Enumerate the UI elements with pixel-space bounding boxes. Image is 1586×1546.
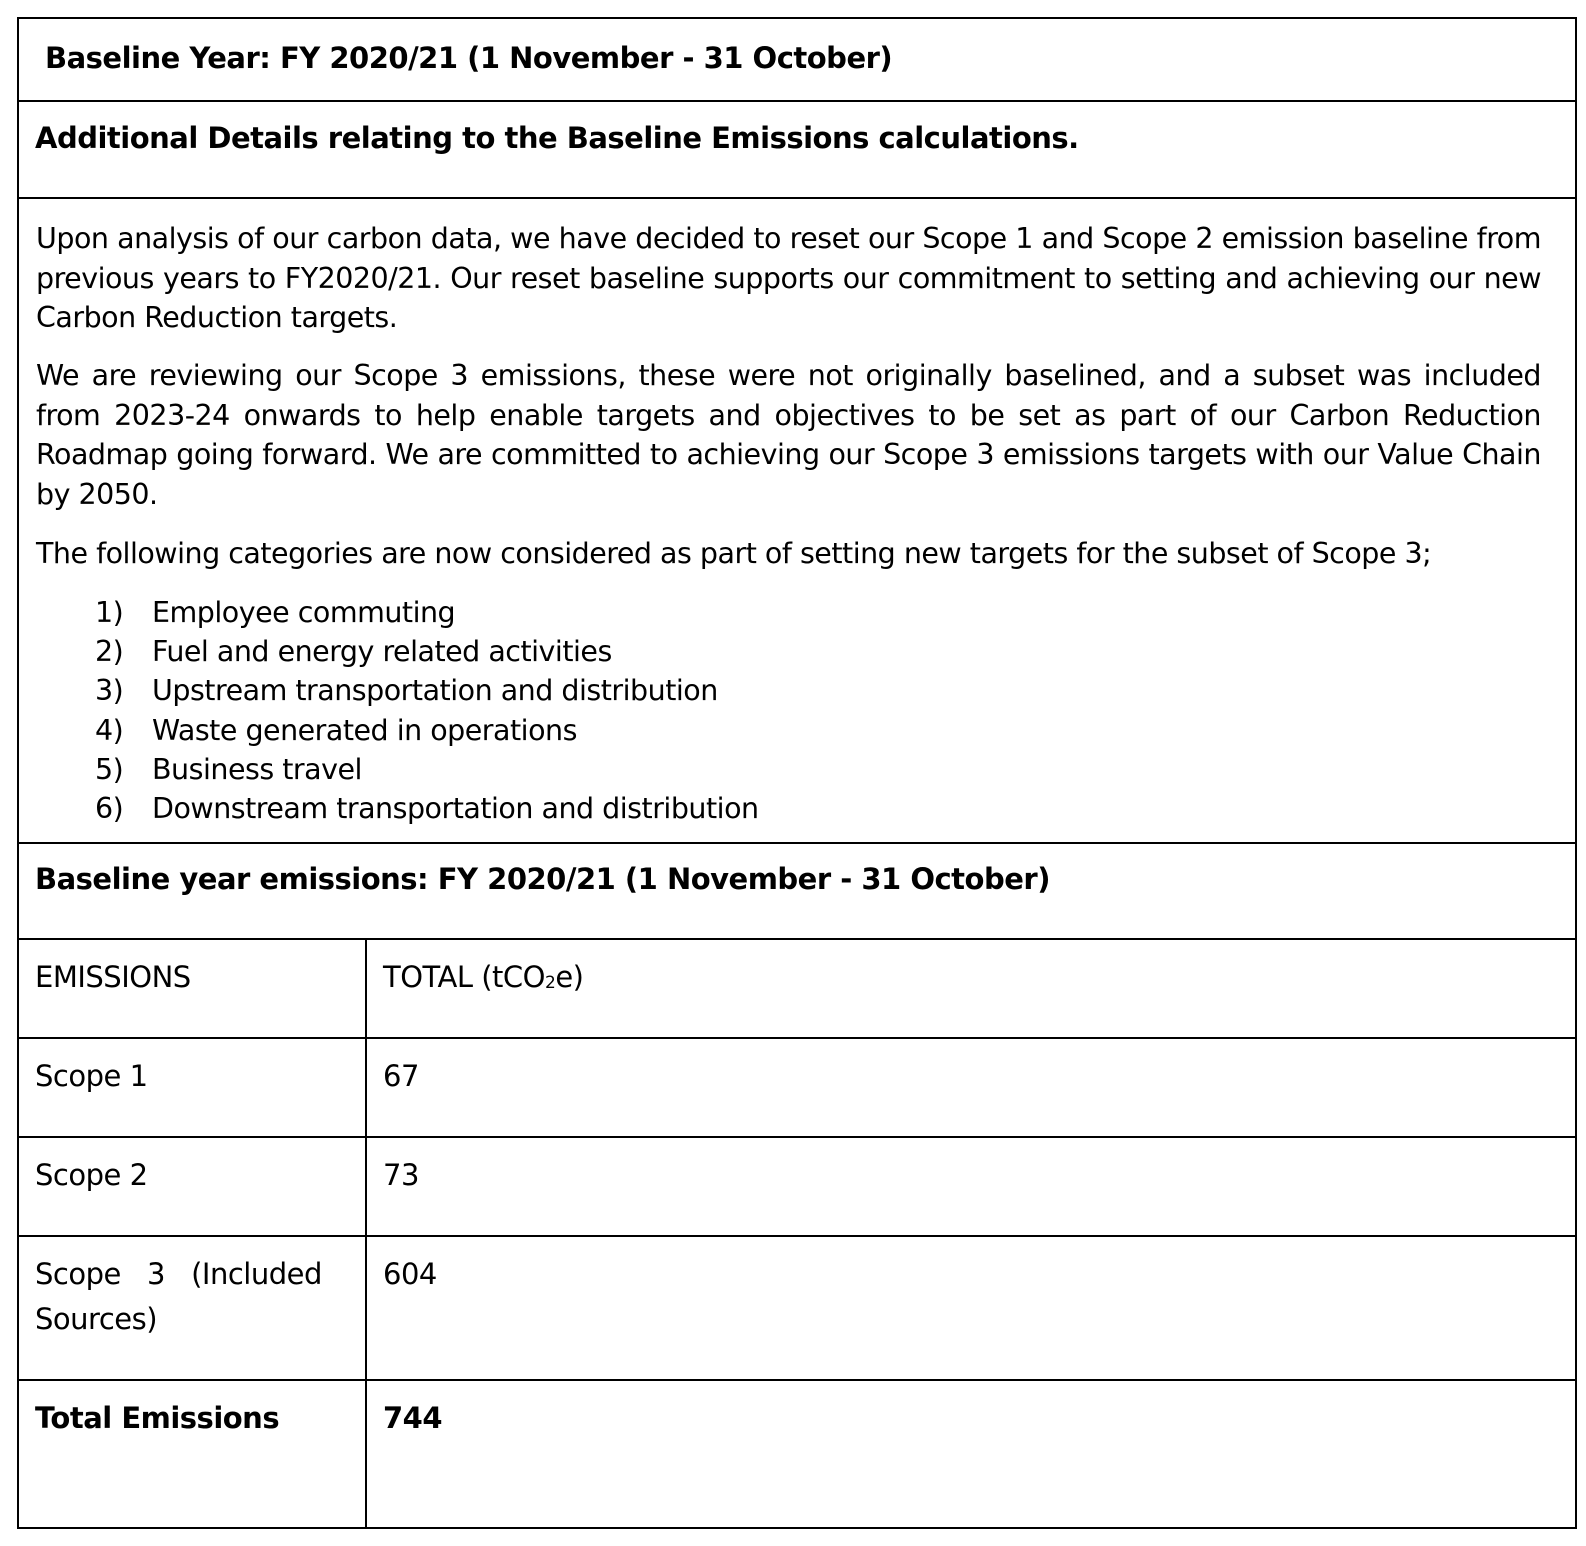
- list-number: 6): [95, 792, 124, 826]
- list-label: Fuel and energy related activities: [152, 635, 612, 669]
- baseline-year-heading: Baseline Year: FY 2020/21 (1 November - 31 October): [45, 41, 893, 75]
- divider: [19, 100, 1575, 102]
- paragraph-scope3-review: We are reviewing our Scope 3 emissions, these were not originally baselined, and a subset was included from 2023-24 onwards to help enable targets and objectives to be set as part of our Carbon Reduction Roadmap going forward. We are committed to achieving our Scope 3 emissions targets with our Value Chain by 2050.: [36, 359, 1541, 511]
- total-emissions-label: Total Emissions: [35, 1401, 280, 1435]
- list-item: [89, 789, 759, 828]
- list-label: Waste generated in operations: [152, 713, 577, 747]
- divider: [19, 197, 1575, 199]
- list-item: [89, 671, 759, 710]
- column-divider: [365, 938, 367, 1527]
- list-label: Business travel: [152, 752, 362, 786]
- table-row-label: Scope 2: [35, 1158, 148, 1192]
- list-label: Employee commuting: [152, 596, 456, 629]
- divider: [19, 1136, 1575, 1138]
- column-header-total: TOTAL (tCO$_2$e): [383, 960, 584, 994]
- table-row-label-continued: Sources): [35, 1302, 158, 1336]
- divider: [19, 938, 1575, 940]
- emissions-table-title: Baseline year emissions: FY 2020/21 (1 November - 31 October): [35, 862, 1050, 896]
- divider: [19, 842, 1575, 844]
- column-header-emissions: EMISSIONS: [35, 960, 191, 994]
- divider: [19, 1379, 1575, 1381]
- list-number: 2): [95, 635, 124, 669]
- paragraph-categories-intro: The following categories are now considered as part of setting new targets for the subset of Scope 3;: [36, 537, 1432, 570]
- table-row-value: 67: [383, 1059, 419, 1093]
- list-number: 5): [95, 752, 124, 786]
- list-number: 3): [95, 674, 124, 708]
- divider: [19, 1235, 1575, 1237]
- list-number: 1): [95, 596, 124, 629]
- additional-details-heading: Additional Details relating to the Baseline Emissions calculations.: [35, 121, 1079, 155]
- list-item: [89, 632, 759, 671]
- list-number: 4): [95, 713, 124, 747]
- list-item: [89, 750, 759, 789]
- list-item: [89, 711, 759, 750]
- table-row-label: Scope 3 (Included: [35, 1257, 322, 1291]
- document-table: [17, 17, 1577, 1529]
- list-label: Downstream transportation and distribution: [152, 792, 759, 826]
- list-label: Upstream transportation and distribution: [152, 674, 718, 708]
- paragraph-baseline-reset: Upon analysis of our carbon data, we have decided to reset our Scope 1 and Scope 2 emission baseline from previous years to FY2020/21. Our reset baseline supports our commitment to setting and achieving our new Carbon Reduction targets.: [36, 222, 1541, 334]
- total-emissions-value: 744: [383, 1401, 443, 1435]
- scope3-categories-list: [89, 593, 759, 828]
- list-item: [89, 593, 759, 632]
- table-row-label: Scope 1: [35, 1059, 148, 1093]
- divider: [19, 1037, 1575, 1039]
- table-row-value: 73: [383, 1158, 419, 1192]
- table-row-value: 604: [383, 1257, 437, 1291]
